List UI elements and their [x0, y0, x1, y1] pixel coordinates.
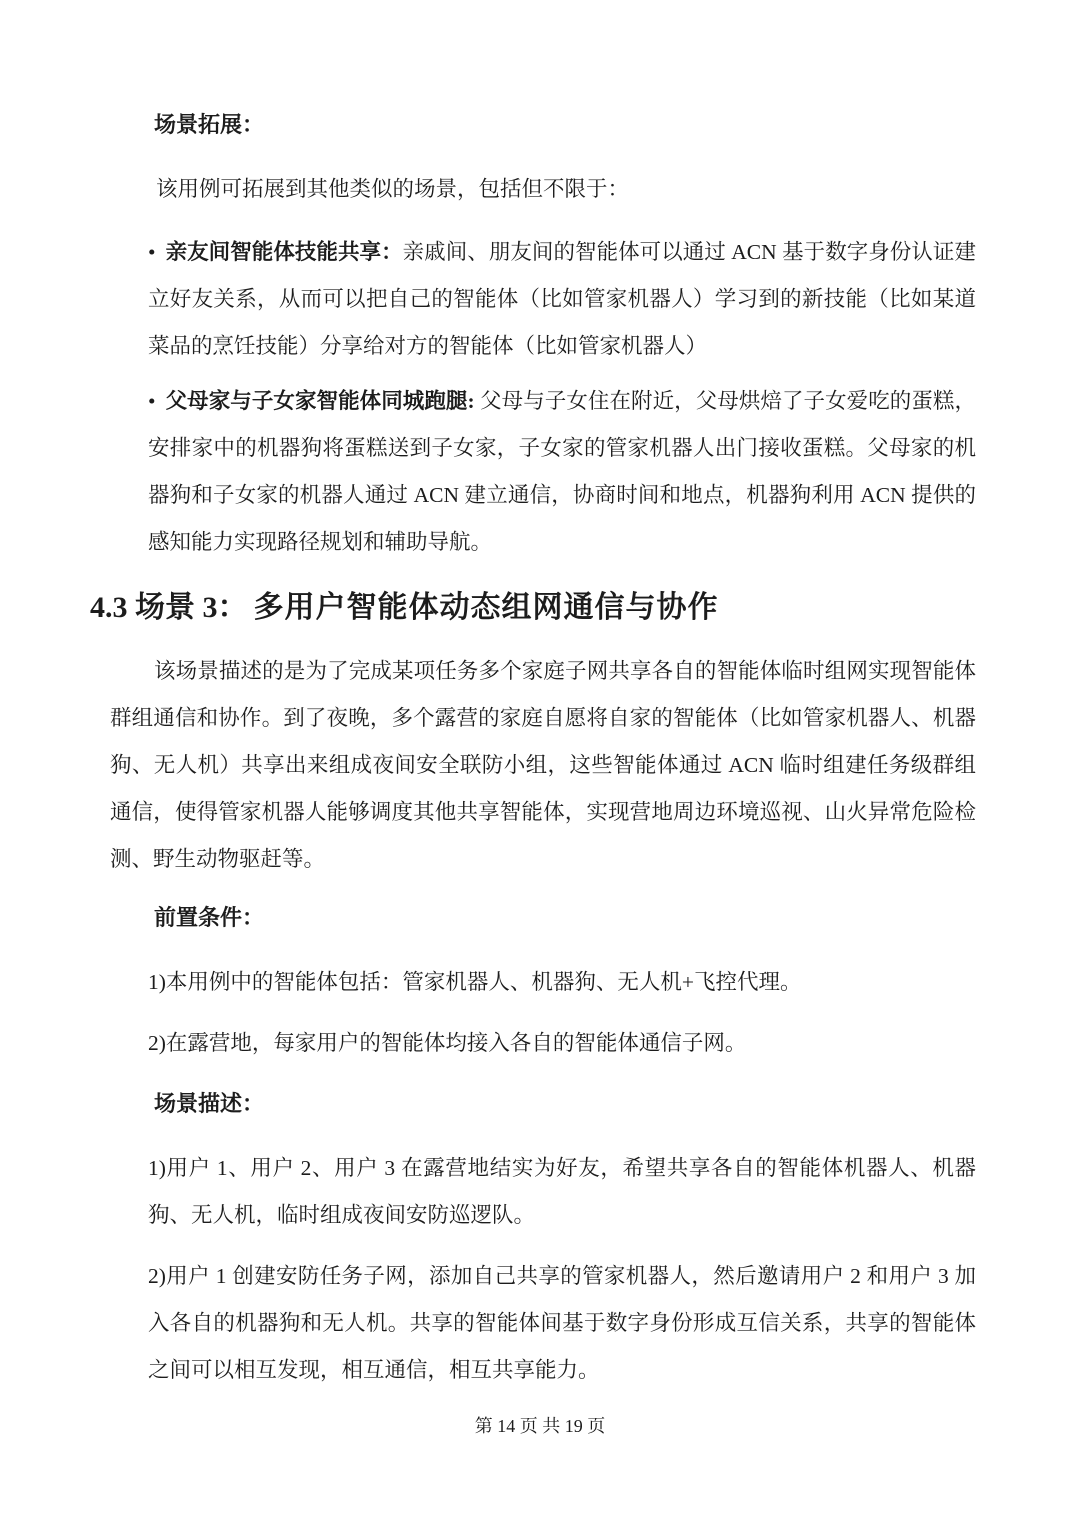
bullet-title: 父母家与子女家智能体同城跑腿: — [165, 389, 481, 413]
extension-bullet-2 — [148, 378, 976, 566]
extension-intro: 该用例可拓展到其他类似的场景，包括但不限于： — [156, 177, 630, 201]
preconditions-heading: 前置条件： — [154, 905, 265, 930]
section-number: 4.3 场景 3： — [90, 591, 248, 624]
bullet-text: 父母与子女住在附近，父母烘焙了子女爱吃的蛋糕，安排家中的机器狗将蛋糕送到子女家，子女家的管家机器人出门接收蛋糕。父母家的机器狗和子女家的机器人通过 ACN 建立通信，协商时间和地点，机器狗利用 ACN 提供的感知能力实现路径规划和辅助导航。 — [148, 389, 976, 554]
section-heading — [90, 582, 976, 634]
bullet-text: 亲戚间、朋友间的智能体可以通过 ACN 基于数字身份认证建立好友关系，从而可以把自己的智能体（比如管家机器人）学习到的新技能（比如某道菜品的烹饪技能）分享给对方的智能体（比如管家机器人） — [148, 240, 976, 358]
bullet-title: 亲友间智能体技能共享： — [165, 240, 403, 264]
scenario-step-1: 1)用户 1、用户 2、用户 3 在露营地结实为好友，希望共享各自的智能体机器人、机器狗、无人机，临时组成夜间安防巡逻队。 — [148, 1156, 976, 1227]
bullet-icon: • — [148, 240, 156, 264]
precondition-item-2: 2)在露营地，每家用户的智能体均接入各自的智能体通信子网。 — [148, 1031, 747, 1055]
extension-heading: 场景拓展： — [154, 112, 265, 137]
scenario-heading: 场景描述： — [154, 1091, 265, 1116]
extension-bullet-1 — [148, 229, 976, 370]
section-title: 多用户智能体动态组网通信与协作 — [253, 591, 719, 624]
page-number-indicator: 第 14 页 共 19 页 — [474, 1416, 606, 1436]
precondition-item-1: 1)本用例中的智能体包括：管家机器人、机器狗、无人机+飞控代理。 — [148, 970, 802, 994]
page-footer — [0, 1412, 1080, 1438]
section-intro-paragraph: 该场景描述的是为了完成某项任务多个家庭子网共享各自的智能体临时组网实现智能体群组通信和协作。到了夜晚，多个露营的家庭自愿将自家的智能体（比如管家机器人、机器狗、无人机）共享出来组成夜间安全联防小组，这些智能体通过 ACN 临时组建任务级群组通信，使得管家机器人能够调度其他共享智能体，实现营地周边环境巡视、山火异常危险检测、野生动物驱赶等。 — [110, 659, 976, 871]
scenario-step-2: 2)用户 1 创建安防任务子网，添加自己共享的管家机器人，然后邀请用户 2 和用户 3 加入各自的机器狗和无人机。共享的智能体间基于数字身份形成互信关系，共享的智能体之间可以相互发现，相互通信，相互共享能力。 — [148, 1264, 976, 1382]
bullet-icon: • — [148, 389, 156, 413]
